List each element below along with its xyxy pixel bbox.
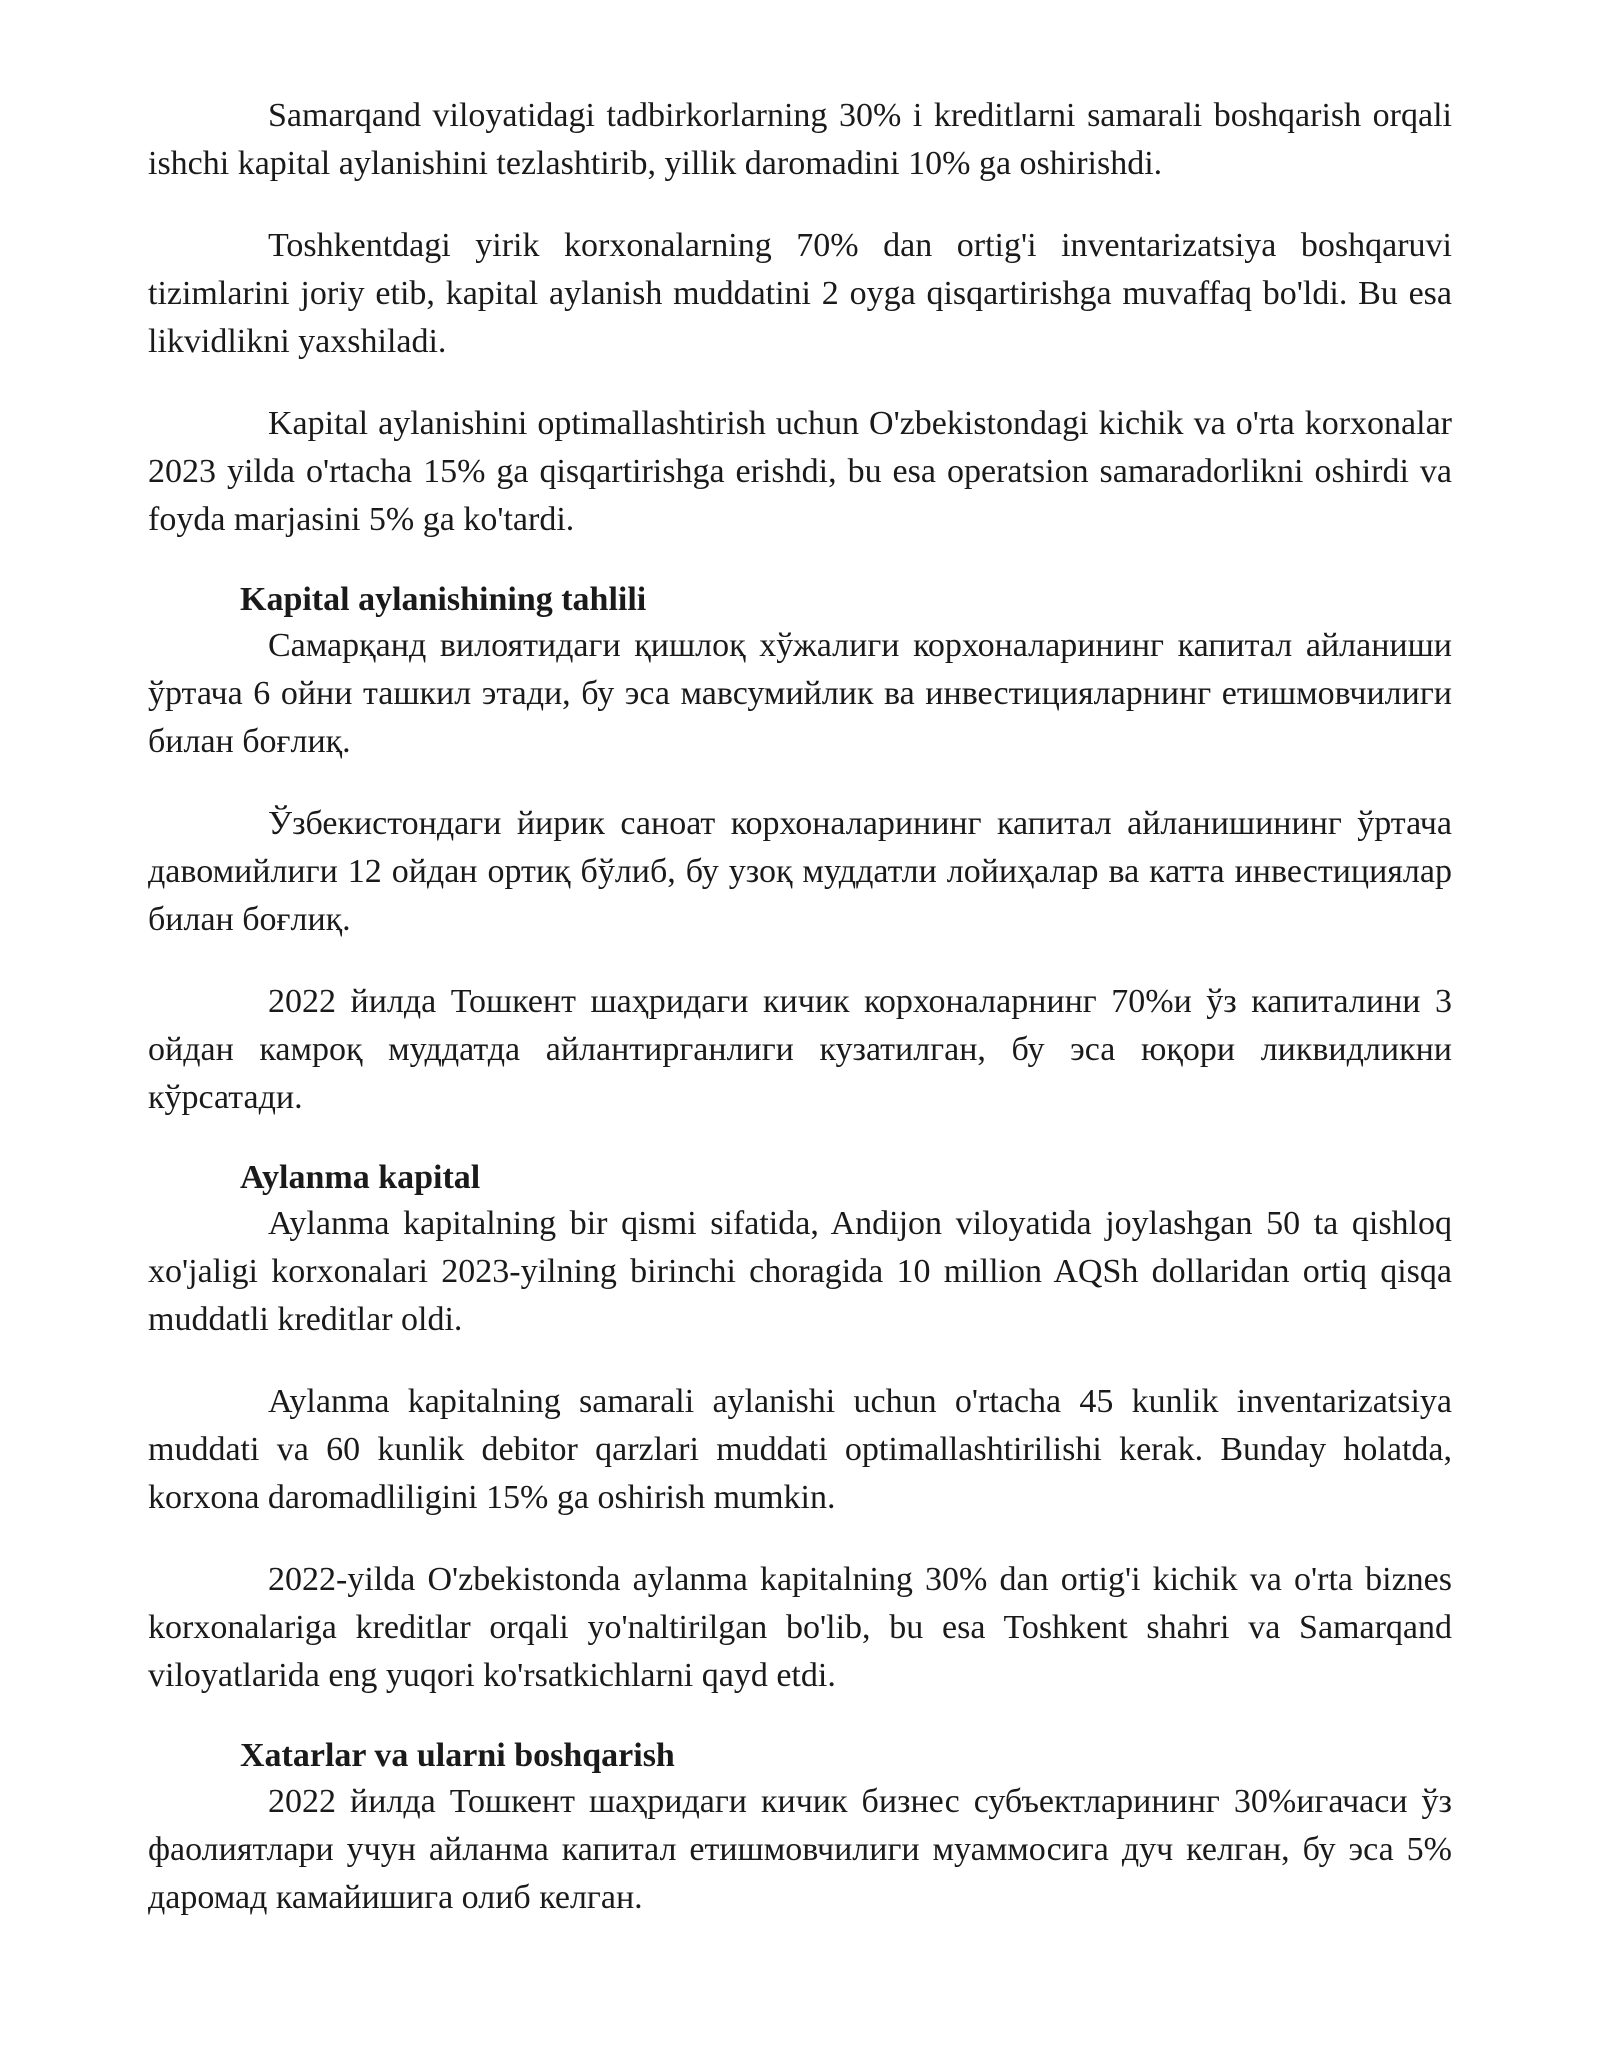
- document-page: [148, 92, 1452, 1956]
- section-heading: Aylanma kapital: [240, 1159, 481, 1196]
- paragraph: 2022-yilda O'zbekistonda aylanma kapitalning 30% dan ortig'i kichik va o'rta biznes korxonalariga kreditlar orqali yo'naltirilgan bo'lib, bu esa Toshkent shahri va Samarqand viloyatlarida eng yuqori ko'rsatkichlarni qayd etdi.: [148, 1561, 1452, 1694]
- paragraph: Toshkentdagi yirik korxonalarning 70% dan ortig'i inventarizatsiya boshqaruvi tizimlarini joriy etib, kapital aylanish muddatini 2 oyga qisqartirishga muvaffaq bo'ldi. Bu esa likvidlikni yaxshiladi.: [148, 227, 1452, 360]
- paragraph: Aylanma kapitalning bir qismi sifatida, Andijon viloyatida joylashgan 50 ta qishloq xo'jaligi korxonalari 2023-yilning birinchi choragida 10 million AQSh dollaridan ortiq qisqa muddatli kreditlar oldi.: [148, 1205, 1452, 1338]
- paragraph: Самарқанд вилоятидаги қишлоқ хўжалиги корхоналарининг капитал айланиши ўртача 6 ойни ташкил этади, бу эса мавсумийлик ва инвестицияларнинг етишмовчилиги билан боғлиқ.: [148, 627, 1452, 760]
- paragraph: Samarqand viloyatidagi tadbirkorlarning 30% i kreditlarni samarali boshqarish orqali ishchi kapital aylanishini tezlashtirib, yillik daromadini 10% ga oshirishdi.: [148, 97, 1452, 182]
- paragraph: Kapital aylanishini optimallashtirish uchun O'zbekistondagi kichik va o'rta korxonalar 2023 yilda o'rtacha 15% ga qisqartirishga erishdi, bu esa operatsion samaradorlikni oshirdi va foyda marjasini 5% ga ko'tardi.: [148, 405, 1452, 538]
- section-heading: Xatarlar va ularni boshqarish: [240, 1737, 675, 1774]
- paragraph: Ўзбекистондаги йирик саноат корхоналарининг капитал айланишининг ўртача давомийлиги 12 ойдан ортиқ бўлиб, бу узоқ муддатли лойиҳалар ва катта инвестициялар билан боғлиқ.: [148, 805, 1452, 938]
- section-heading: Kapital aylanishining tahlili: [240, 581, 647, 618]
- paragraph: 2022 йилда Тошкент шаҳридаги кичик корхоналарнинг 70%и ўз капиталини 3 ойдан камроқ муддатда айлантирганлиги кузатилган, бу эса юқори ликвидликни кўрсатади.: [148, 983, 1452, 1116]
- paragraph: 2022 йилда Тошкент шаҳридаги кичик бизнес субъектларининг 30%игачаси ўз фаолиятлари учун айланма капитал етишмовчилиги муаммосига дуч келган, бу эса 5% даромад камайишига олиб келган.: [148, 1783, 1452, 1916]
- paragraph: Aylanma kapitalning samarali aylanishi uchun o'rtacha 45 kunlik inventarizatsiya muddati va 60 kunlik debitor qarzlari muddati optimallashtirilishi kerak. Bunday holatda, korxona daromadliligini 15% ga oshirish mumkin.: [148, 1383, 1452, 1516]
